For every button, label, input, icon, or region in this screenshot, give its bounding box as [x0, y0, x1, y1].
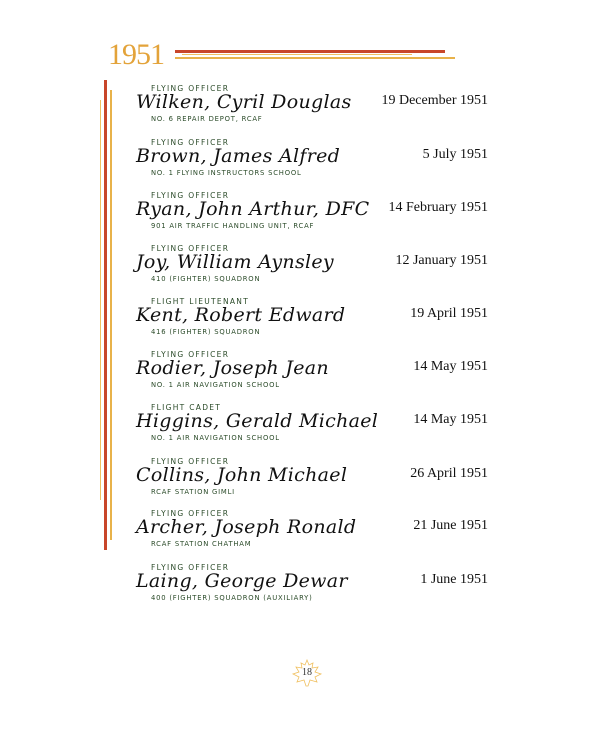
- list-item: [0, 403, 600, 455]
- entry-rank: FLYING OFFICER: [151, 509, 230, 518]
- entry-name: Joy, William Aynsley: [136, 251, 334, 273]
- entry-rank: FLIGHT LIEUTENANT: [151, 297, 250, 306]
- entry-unit: RCAF STATION CHATHAM: [151, 540, 252, 548]
- entry-name: Higgins, Gerald Michael: [136, 410, 379, 432]
- page-number: 18: [302, 667, 312, 678]
- entry-rank: FLYING OFFICER: [151, 563, 230, 572]
- list-item: [0, 84, 600, 136]
- list-item: [0, 297, 600, 349]
- entry-name: Laing, George Dewar: [136, 570, 348, 592]
- entry-date: 14 May 1951: [413, 412, 488, 427]
- list-item: [0, 138, 600, 190]
- entry-unit: NO. 1 AIR NAVIGATION SCHOOL: [151, 381, 280, 389]
- header-rule-gold: [175, 57, 455, 59]
- entry-date: 5 July 1951: [422, 147, 488, 162]
- entry-date: 14 May 1951: [413, 359, 488, 374]
- entry-unit: 400 (FIGHTER) SQUADRON (AUXILIARY): [151, 594, 313, 602]
- entry-rank: FLYING OFFICER: [151, 84, 230, 93]
- header-rule-light: [182, 54, 412, 55]
- entry-unit: 901 AIR TRAFFIC HANDLING UNIT, RCAF: [151, 222, 315, 230]
- entry-name: Rodier, Joseph Jean: [136, 357, 329, 379]
- entry-name: Ryan, John Arthur, DFC: [136, 198, 370, 220]
- entry-rank: FLYING OFFICER: [151, 244, 230, 253]
- entry-name: Wilken, Cyril Douglas: [136, 91, 352, 113]
- entry-rank: FLYING OFFICER: [151, 350, 230, 359]
- list-item: [0, 350, 600, 402]
- entry-unit: 416 (FIGHTER) SQUADRON: [151, 328, 261, 336]
- list-item: [0, 509, 600, 561]
- entry-unit: NO. 1 FLYING INSTRUCTORS SCHOOL: [151, 169, 302, 177]
- list-item: [0, 191, 600, 243]
- entry-name: Kent, Robert Edward: [136, 304, 346, 326]
- year-heading: 1951: [108, 38, 164, 71]
- header-rule-red: [175, 50, 445, 53]
- entry-rank: FLYING OFFICER: [151, 138, 230, 147]
- entry-date: 1 June 1951: [420, 572, 488, 587]
- entry-date: 14 February 1951: [388, 200, 488, 215]
- entry-unit: NO. 6 REPAIR DEPOT, RCAF: [151, 115, 263, 123]
- entry-date: 19 April 1951: [410, 306, 488, 321]
- list-item: [0, 563, 600, 615]
- entry-unit: RCAF STATION GIMLI: [151, 488, 235, 496]
- entry-date: 21 June 1951: [413, 518, 488, 533]
- list-item: [0, 457, 600, 509]
- entry-date: 26 April 1951: [410, 466, 488, 481]
- entry-date: 12 January 1951: [395, 253, 488, 268]
- entry-unit: NO. 1 AIR NAVIGATION SCHOOL: [151, 434, 280, 442]
- entry-name: Archer, Joseph Ronald: [136, 516, 357, 538]
- entry-rank: FLYING OFFICER: [151, 457, 230, 466]
- entry-rank: FLYING OFFICER: [151, 191, 230, 200]
- entry-date: 19 December 1951: [381, 93, 488, 108]
- entry-name: Brown, James Alfred: [136, 145, 341, 167]
- entry-name: Collins, John Michael: [136, 464, 348, 486]
- entry-unit: 410 (FIGHTER) SQUADRON: [151, 275, 261, 283]
- entry-rank: FLIGHT CADET: [151, 403, 222, 412]
- list-item: [0, 244, 600, 296]
